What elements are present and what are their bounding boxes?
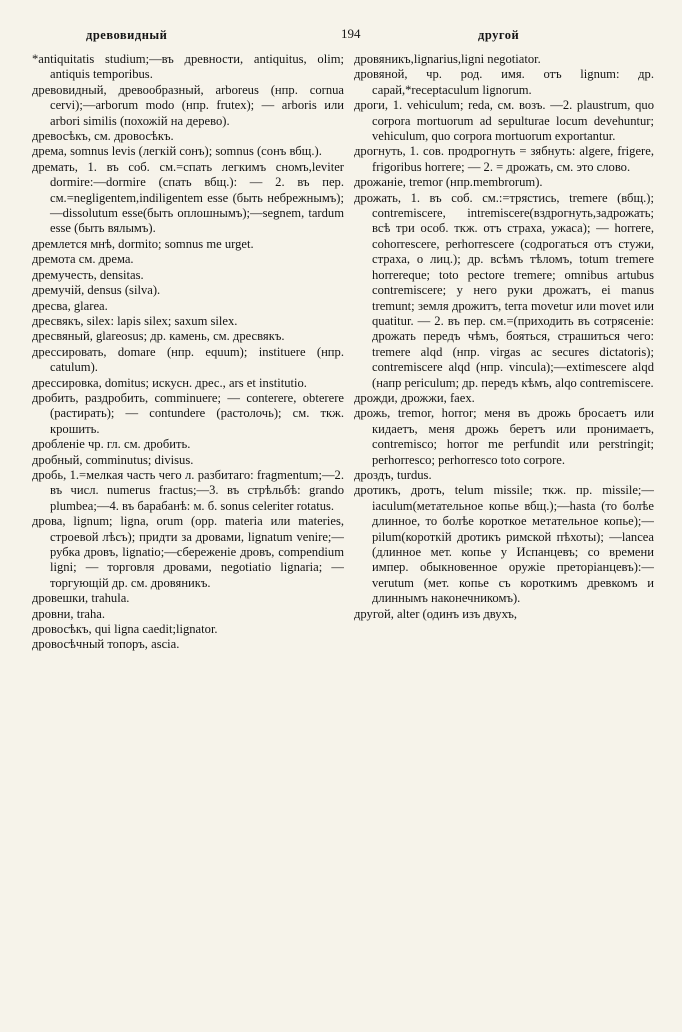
dictionary-entry: дротикъ, дротъ, telum missile; ткж. пр. missile;—iaculum(метательное копье вбщ.);—hasta (то болѣе длинное, то болѣе короткое метательное копье);—pilum(короткій дротикъ римской пѣхоты); —lancea (длинное мет. копье у Испанцевъ; со времени импер. обыкновенное оружіе преторіанцевъ):—verutum (мет. копье съ короткимъ древкомъ и длиннымъ наконечникомъ). bbox=[354, 483, 654, 606]
page-number: 194 bbox=[341, 26, 361, 41]
left-column bbox=[32, 52, 344, 1024]
dictionary-entry: дробить, раздробить, comminuere; — conterere, obterere (растирать); — contundere (растолочь); см. ткж. крошить. bbox=[32, 390, 344, 436]
dictionary-entry: древосѣкъ, см. дровосѣкъ. bbox=[32, 129, 174, 144]
dictionary-entry: дресвякъ, silex: lapis silex; saxum silex. bbox=[32, 313, 238, 328]
dictionary-entry: дремучесть, densitas. bbox=[32, 267, 144, 282]
left-running-head: древовидный bbox=[86, 28, 168, 42]
dictionary-entry: дрова, lignum; ligna, orum (opp. materia или materies, строевой лѣсъ); придти за дровами, lignatum venire;—рубка дровъ, lignatio;—сбереженіе дровъ, compendium ligni; — торговля дровами, negotiatio lignaria; — торгующій др. см. дровяникъ. bbox=[32, 514, 344, 590]
dictionary-entry: дровосѣчный топоръ, ascia. bbox=[32, 637, 180, 652]
dictionary-entry: дровяной, чр. род. имя. отъ lignum: др. сарай,*receptaculum lignorum. bbox=[354, 67, 654, 97]
dictionary-entry: дровяникъ,lignarius,ligni negotiator. bbox=[354, 52, 541, 66]
dictionary-entry: дробный, comminutus; divisus. bbox=[32, 452, 194, 467]
dictionary-entry: дровни, traha. bbox=[32, 606, 106, 621]
dictionary-entry: дровешки, trahula. bbox=[32, 591, 130, 606]
dictionary-entry: дремучій, densus (silva). bbox=[32, 283, 161, 298]
dictionary-entry: другой, alter (одинъ изъ двухъ, bbox=[354, 606, 518, 621]
dictionary-entry: дремлется мнѣ, dormito; somnus me urget. bbox=[32, 236, 254, 251]
dictionary-entry: дрессировать, domare (нпр. equum); instituere (нпр. catulum). bbox=[32, 344, 344, 375]
dictionary-entry: дрожь, tremor, horror; меня въ дрожь бросаетъ или кидаетъ, меня дрожь беретъ или пронимаетъ, contremisco; horror me perfundit или perstringit; perhorresco; perhorresco toto corpore. bbox=[354, 406, 654, 467]
dictionary-entry: дресва, glarea. bbox=[32, 298, 108, 313]
dictionary-entry: дрогнуть, 1. сов. продрогнуть = зябнуть: algere, frigere, frigoribus horrere; — 2. = дрожать, см. это слово. bbox=[354, 144, 654, 174]
dictionary-entry: дремота см. дрема. bbox=[32, 252, 134, 267]
dictionary-entry: дрожать, 1. въ соб. см.:=трястись, tremere (вбщ.); contremiscere, intremiscere(вздрогнуть,задрожать; всѣ три особ. ткж. отъ страха, ужаса); — horrere, cohorrescere, perhorrescere (содрогаться отъ стужи, страха, о лиц.); др. всѣмъ тѣломъ, totum tremere horrereque; toto pectore tremere; omnibus artubus contremiscere; у него руки дрожатъ, ei manus tremunt; земля дрожитъ, terra movetur или movet или quatitur. — 2. въ пер. см.=(приходить въ сотрясеніе: дрожать передъ чѣмъ, бояться, страшиться чего: tremere alqd (нпр. virgas ac secures dictatoris); contremiscere alqd (нпр. vincula);—extimescere alqd (напр periculum; др. передъ кѣмъ, alqo contremiscere. bbox=[354, 190, 654, 390]
dictionary-entry: дроги, 1. vehiculum; reda, см. возъ. —2. plaustrum, quo corpora mortuorum ad sepulturae locum devehuntur; vehiculum, quo corpora mortuorum exportantur. bbox=[354, 98, 654, 144]
dictionary-entry: дробленіе чр. гл. см. дробить. bbox=[32, 437, 191, 452]
dictionary-entry: *antiquitatis studium;—въ древности, antiquitus, olim; antiquis temporibus. bbox=[32, 52, 344, 82]
right-column bbox=[354, 52, 654, 1024]
page-header bbox=[0, 22, 682, 46]
right-running-head: другой bbox=[478, 28, 520, 42]
dictionary-entry: дрема, somnus levis (легкій сонъ); somnus (сонъ вбщ.). bbox=[32, 144, 322, 159]
dictionary-entry: дрожди, дрожжи, faex. bbox=[354, 390, 475, 405]
dictionary-entry: дробь, 1.=мелкая часть чего л. разбитаго: fragmentum;—2. въ числ. numerus fractus;—3. въ стрѣльбѣ: grando plumbea;—4. въ барабанѣ: м. б. sonus celeriter rotatus. bbox=[32, 467, 344, 513]
dictionary-entry: дресвяный, glareosus; др. камень, см. дресвякъ. bbox=[32, 329, 285, 344]
dictionary-entry: древовидный, древообразный, arboreus (нпр. cornua cervi);—arborum modo (нпр. frutex); — arboris или arbori similis (похожій на дерево). bbox=[32, 82, 344, 128]
dictionary-entry: дроздъ, turdus. bbox=[354, 467, 432, 482]
dictionary-entry: дрожаніе, tremor (нпр.membrorum). bbox=[354, 175, 543, 190]
dictionary-entry: дремать, 1. въ соб. см.=спать легкимъ сномъ,leviter dormire:—dormire (спать вбщ.): — 2. въ пер. см.=negligentem,indiligentem esse (быть небрежнымъ);—dissolutum esse(быть оплошнымъ);—segnem, tardum esse (быть вялымъ). bbox=[32, 159, 344, 236]
dictionary-entry: дрессировка, domitus; искусн. дрес., ars et institutio. bbox=[32, 375, 307, 390]
dictionary-entry: дровосѣкъ, qui ligna caedit;lignator. bbox=[32, 622, 218, 637]
